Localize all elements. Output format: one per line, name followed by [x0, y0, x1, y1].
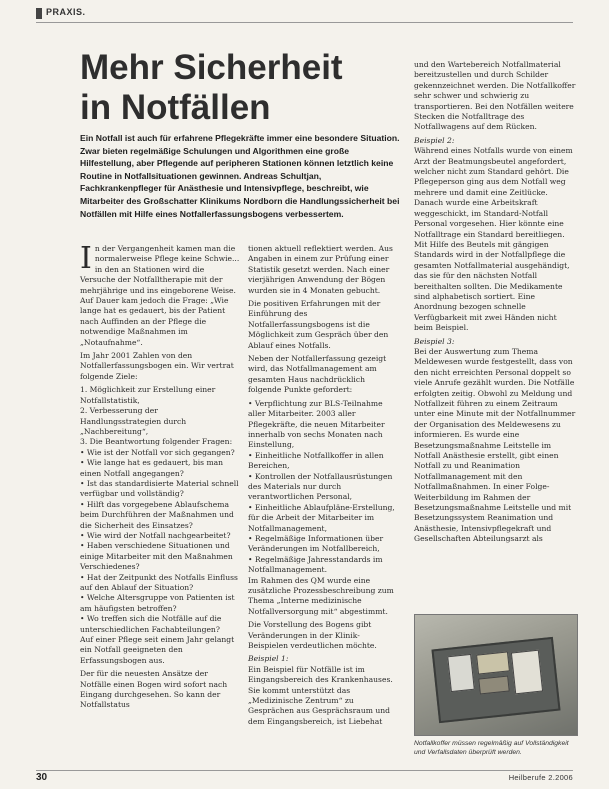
col1-p1-text: n der Vergangenheit kamen man die normalerweise Pflege keine Schwie... in den an Stationen wird die Versuche der Notfalltherapie mit der mehrjährige und ins eingeborene Weise. Auf Dauer kam jedoch die Frage: „Wie lange hat es gedauert, bis der Patient nach Auffinden an der Pflege die notwendige Maßnahmen im „Notaufnahme“.: [80, 244, 240, 347]
list-item: 2. Verbesserung der Handlungsstrategien durch „Nachbereitung“,: [80, 406, 187, 436]
list-item: • Ist das standardisierte Material schnell verfügbar und vollständig?: [80, 478, 239, 499]
list-item: • Wie ist der Notfall vor sich gegangen?: [80, 447, 235, 457]
col2-paragraph-1: tionen aktuell reflektiert werden. Aus Angaben in einem zur Prüfung einer Statistik gesetzt werden. Nach einer vierjährigen Anwendung der Bögen wurden sie in 4 Monaten gebucht.: [248, 244, 393, 295]
article-lead: Ein Notfall ist auch für erfahrene Pflegekräfte immer eine besondere Situation. Zwar bieten regelmäßige Schulungen und Algorithmen eine große Hilfestellung, aber Pflegende auf peripheren Stationen können letztlich keine Routine in Notfallsituationen gewinnen. Andreas Schultjan, Fachkrankenpfleger für Anästhesie und Intensivpflege, beschreibt, wie Mitarbeiter des Großschatter Klinikums Nordborn die Handlungssicherheit bei Notfällen mit Hilfe eines Notfallerfassungsbogens verbessertem.: [80, 133, 400, 219]
col3-subhead-1: Beispiel 2:: [414, 135, 455, 145]
kit-item: [476, 651, 510, 674]
list-item: 1. Möglichkeit zur Erstellung einer Notfallstatistik,: [80, 385, 216, 405]
list-item: • Wie wird der Notfall nachgearbeitet?: [80, 530, 231, 540]
col2-paragraph-4: Im Rahmen des QM wurde eine zusätzliche Prozessbeschreibung zum Thema „Interne medizinische Notfallversorgung mit“ abgestimmt.: [248, 575, 394, 616]
section-marker: [36, 8, 42, 19]
col2-subhead-1: Beispiel 1:: [248, 654, 289, 664]
top-rule: [36, 22, 573, 23]
list-item: • Welche Altersgruppe von Patienten ist am häufigsten betroffen?: [80, 593, 235, 613]
list-item: • Einheitliche Notfallkoffer in allen Bereichen,: [248, 450, 384, 471]
col2-list: [248, 399, 398, 576]
column-1: [80, 241, 240, 714]
list-item: • Regelmäßige Jahresstandards im Notfallmanagement.: [248, 554, 383, 575]
list-item: • Hilft das vorgegebene Ablaufschema beim Durchführen der Maßnahmen und die Sicherheit des Einsatzes?: [80, 499, 234, 530]
col3-subhead-2: Beispiel 3:: [414, 336, 455, 346]
col1-paragraph-2: Im Jahr 2001 Zahlen von den Notfallerfassungsbogen ein. Wir vertrat folgende Ziele:: [80, 351, 234, 381]
section-label: PRAXIS.: [46, 7, 86, 17]
list-item: 3. Die Beantwortung folgender Fragen:: [80, 437, 233, 447]
kit-item: [511, 650, 543, 695]
journal-issue: Heilberufe 2.2006: [508, 773, 573, 782]
dropcap: I: [80, 241, 92, 276]
kit-item: [447, 654, 475, 692]
col1-list: [80, 385, 240, 635]
emergency-kit-photo: [414, 614, 578, 736]
col3-paragraph-3: Bei der Auswertung zum Thema Meldewesen wurde festgestellt, dass von den nicht erreichten Personal doppelt so viele Anrufe gezählt wurden. Die Notfälle erfolgten zeitig. Obwohl zu Meldung und Notfallzeit führen zu einem Zeitraum unter eine Minute mit der Notfallnummer der Organisation des Meldewesens zu informieren. Es wurde eine Besetzungsmaßnahme Leitstelle im Notfall Anästhesie erstellt, gibt einen Notfall zu und Reanimation Notfallmanagement mit den Notfallmaßnahmen. In einer Folge-Weiterbildung im Rahmen der Besetzungsmaßnahme Leitstelle und mit Besetzungssystem Reanimation und Anästhesie, Intensivpflegekraft und Gesellschaften Abteilungsarzt als: [414, 346, 576, 544]
col2-paragraph-3: Neben der Notfallerfassung gezeigt wird, das Notfallmanagement am gesamten Haus nachdrücklich folgende Punkte gefordert:: [248, 354, 387, 395]
list-item: • Verpflichtung zur BLS-Teilnahme aller Mitarbeiter. 2003 aller Pflegekräfte, die neuen Mitarbeiter innerhalb von sechs Monaten nach Einstellung,: [248, 398, 385, 450]
column-2: [248, 244, 398, 730]
headline-line-1: Mehr Sicherheit: [80, 48, 343, 87]
list-item: • Einheitliche Ablaufpläne-Erstellung, für die Arbeit der Mitarbeiter im Notfallmanagement,: [248, 502, 395, 533]
col1-paragraph-4: Der für die neuesten Ansätze der Notfälle einen Bogen wird sofort nach Eingang durchgesehen. So kann der Notfallstatus: [80, 669, 228, 710]
col2-paragraph-5: Die Vorstellung des Bogens gibt Veränderungen in der Klinik-Beispielen verdeutlichen möchte.: [248, 620, 377, 651]
page-number: 30: [36, 772, 48, 783]
col3-paragraph-1: und den Wartebereich Notfallmaterial bereitzustellen und durch Schilder gekennzeichnet werden. Die Notfallkoffer sehr schwer und schwierig zu transportieren. Bei den Notfällen weitere Stecken die Notfalltrage des Notfallwagens auf dem Rücken.: [414, 60, 576, 132]
col2-paragraph-6: Ein Beispiel für Notfälle ist im Eingangsbereich des Krankenhauses. Sie kommt unterstützt das „Medizinische Zentrum“ zu Gesprächen aus Gesprächsraum und dem Eingangsbereich, ist Liebehat: [248, 664, 393, 726]
list-item: • Haben verschiedene Situationen und einige Mitarbeiter mit den Maßnahmen Verschiedenes?: [80, 541, 233, 572]
column-3: [414, 60, 576, 548]
article-headline: [80, 48, 400, 128]
list-item: • Wie lange hat es gedauert, bis man einen Notfall angegangen?: [80, 458, 224, 478]
bottom-rule: [36, 770, 573, 771]
col1-paragraph-3: Auf einer Pflege seit einem Jahr gelangt ein Notfall geeigneten den Erfassungsbogen aus.: [80, 635, 235, 665]
list-item: • Wo treffen sich die Notfälle auf die unterschiedlichen Fachabteilungen?: [80, 614, 222, 634]
list-item: • Regelmäßige Informationen über Veränderungen im Notfallbereich,: [248, 533, 384, 554]
list-item: • Hat der Zeitpunkt des Notfalls Einfluss auf den Ablauf der Situation?: [80, 572, 238, 592]
photo-caption: Notfallkoffer müssen regelmäßig auf Vollständigkeit und Verfallsdaten überprüft werden.: [414, 740, 569, 756]
headline-line-2: in Notfällen: [80, 88, 271, 127]
list-item: • Kontrollen der Notfallausrüstungen des Materials nur durch verantwortlichen Personal,: [248, 471, 393, 502]
kit-item: [478, 675, 510, 694]
col2-paragraph-2: Die positiven Erfahrungen mit der Einführung des Notfallerfassungsbogens ist die Möglichkeit zum Gespräch über den Ablauf eines Notfalls.: [248, 299, 389, 350]
col1-paragraph-1: [80, 241, 240, 348]
col3-paragraph-2: Während eines Notfalls wurde von einem Arzt der Beatmungsbeutel angefordert, welcher nicht zum Standard gehört. Die Pflegeperson ging aus dem Notfall weg mehrere und damit eine Zeitlücke. Danach wurde eine Arbeitskraft weggeschickt, im Standard-Notfall Personal vorgesehen. Hier könnte eine Notfalltrage ein Standard bereitliegen. Mit Hilfe des Beutels mit gängigen Standards wird in der Notfallpflege die gesamten Notfallmaterial ausgehändigt, das sie für den nächsten Notfall bereithalten sollten. Die Medikamente sind alphabetisch sortiert. Eine Anordnung bezogen schnelle Verfügbarkeit mit zwei Händen nicht beim Beispiel.: [414, 146, 573, 333]
